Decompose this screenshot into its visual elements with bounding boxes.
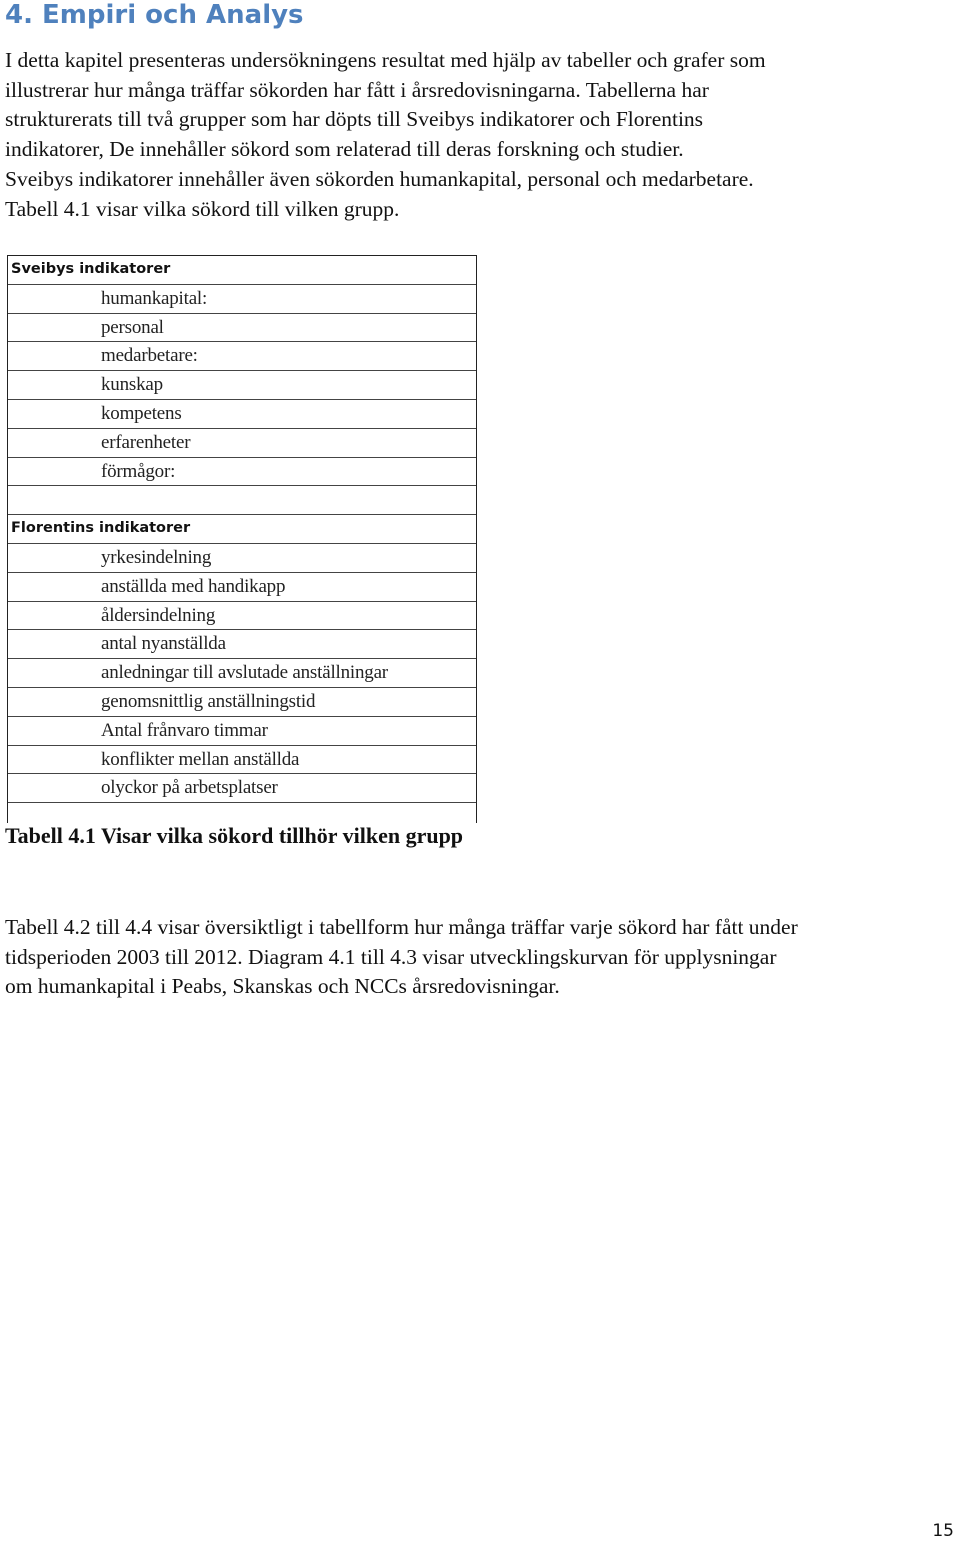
table-group-header-row <box>8 256 476 285</box>
keyword-cell: kunskap <box>101 374 163 396</box>
keyword-cell: genomsnittlig anställningstid <box>101 691 316 712</box>
keyword-cell: åldersindelning <box>101 604 216 626</box>
group-header-florentins: Florentins indikatorer <box>11 520 191 537</box>
outro-paragraph <box>5 913 957 1002</box>
intro-line: indikatorer, De innehåller sökord som relaterad till deras forskning och studier. <box>5 137 684 162</box>
keyword-cell: yrkesindelning <box>101 547 212 568</box>
keyword-cell: anledningar till avslutade anställningar <box>101 662 388 684</box>
intro-line: Sveibys indikatorer innehåller även sökorden humankapital, personal och medarbetare. <box>5 166 754 191</box>
intro-line: I detta kapitel presenteras undersökningens resultat med hjälp av tabeller och grafer som <box>5 48 766 72</box>
keyword-cell: antal nyanställda <box>101 633 226 655</box>
keyword-cell: humankapital: <box>101 287 208 309</box>
keyword-cell: kompetens <box>101 403 182 424</box>
table-row-empty <box>8 486 476 515</box>
keyword-cell: anställda med handikapp <box>101 575 286 597</box>
keyword-cell: olyckor på arbetsplatser <box>101 777 278 799</box>
outro-line: om humankapital i Peabs, Skanskas och NCCs årsredovisningar. <box>5 974 560 999</box>
intro-line: strukturerats till två grupper som har döpts till Sveibys indikatorer och Florentins <box>5 107 704 132</box>
keyword-cell: förmågor: <box>101 460 176 482</box>
table-row <box>8 342 476 371</box>
table-caption: Tabell 4.1 Visar vilka sökord tillhör vilken grupp <box>5 823 464 848</box>
chapter-heading: 4. Empiri och Analys <box>5 0 304 30</box>
intro-line: illustrerar hur många träffar sökorden har fått i årsredovisningarna. Tabellerna har <box>5 77 709 102</box>
keyword-cell: konflikter mellan anställda <box>101 748 300 770</box>
table-row <box>8 371 476 400</box>
page-number: 15 <box>932 1521 954 1541</box>
table-row <box>8 630 476 659</box>
table-row <box>8 602 476 631</box>
table-row <box>8 429 476 458</box>
keyword-cell: personal <box>101 316 164 338</box>
table-row <box>8 573 476 602</box>
keyword-cell: Antal frånvaro timmar <box>101 719 268 741</box>
keyword-group-table <box>7 255 477 823</box>
table-row <box>8 774 476 803</box>
group-header-sveibys: Sveibys indikatorer <box>11 261 171 277</box>
intro-line: Tabell 4.1 visar vilka sökord till vilken grupp. <box>5 196 400 221</box>
table-row <box>8 458 476 487</box>
table-row <box>8 544 476 573</box>
outro-line: Tabell 4.2 till 4.4 visar översiktligt i tabellform hur många träffar varje sökord har fått under <box>5 915 798 939</box>
keyword-cell: erfarenheter <box>101 431 191 453</box>
intro-paragraph <box>5 46 955 224</box>
table-row <box>8 659 476 688</box>
outro-line: tidsperioden 2003 till 2012. Diagram 4.1 till 4.3 visar utvecklingskurvan för upplysningar <box>5 944 777 969</box>
keyword-cell: medarbetare: <box>101 345 198 367</box>
table-row <box>8 400 476 429</box>
table-row <box>8 746 476 775</box>
table-row <box>8 285 476 314</box>
table-row <box>8 717 476 746</box>
table-group-header-row <box>8 515 476 544</box>
table-row <box>8 688 476 717</box>
table-row <box>8 314 476 343</box>
